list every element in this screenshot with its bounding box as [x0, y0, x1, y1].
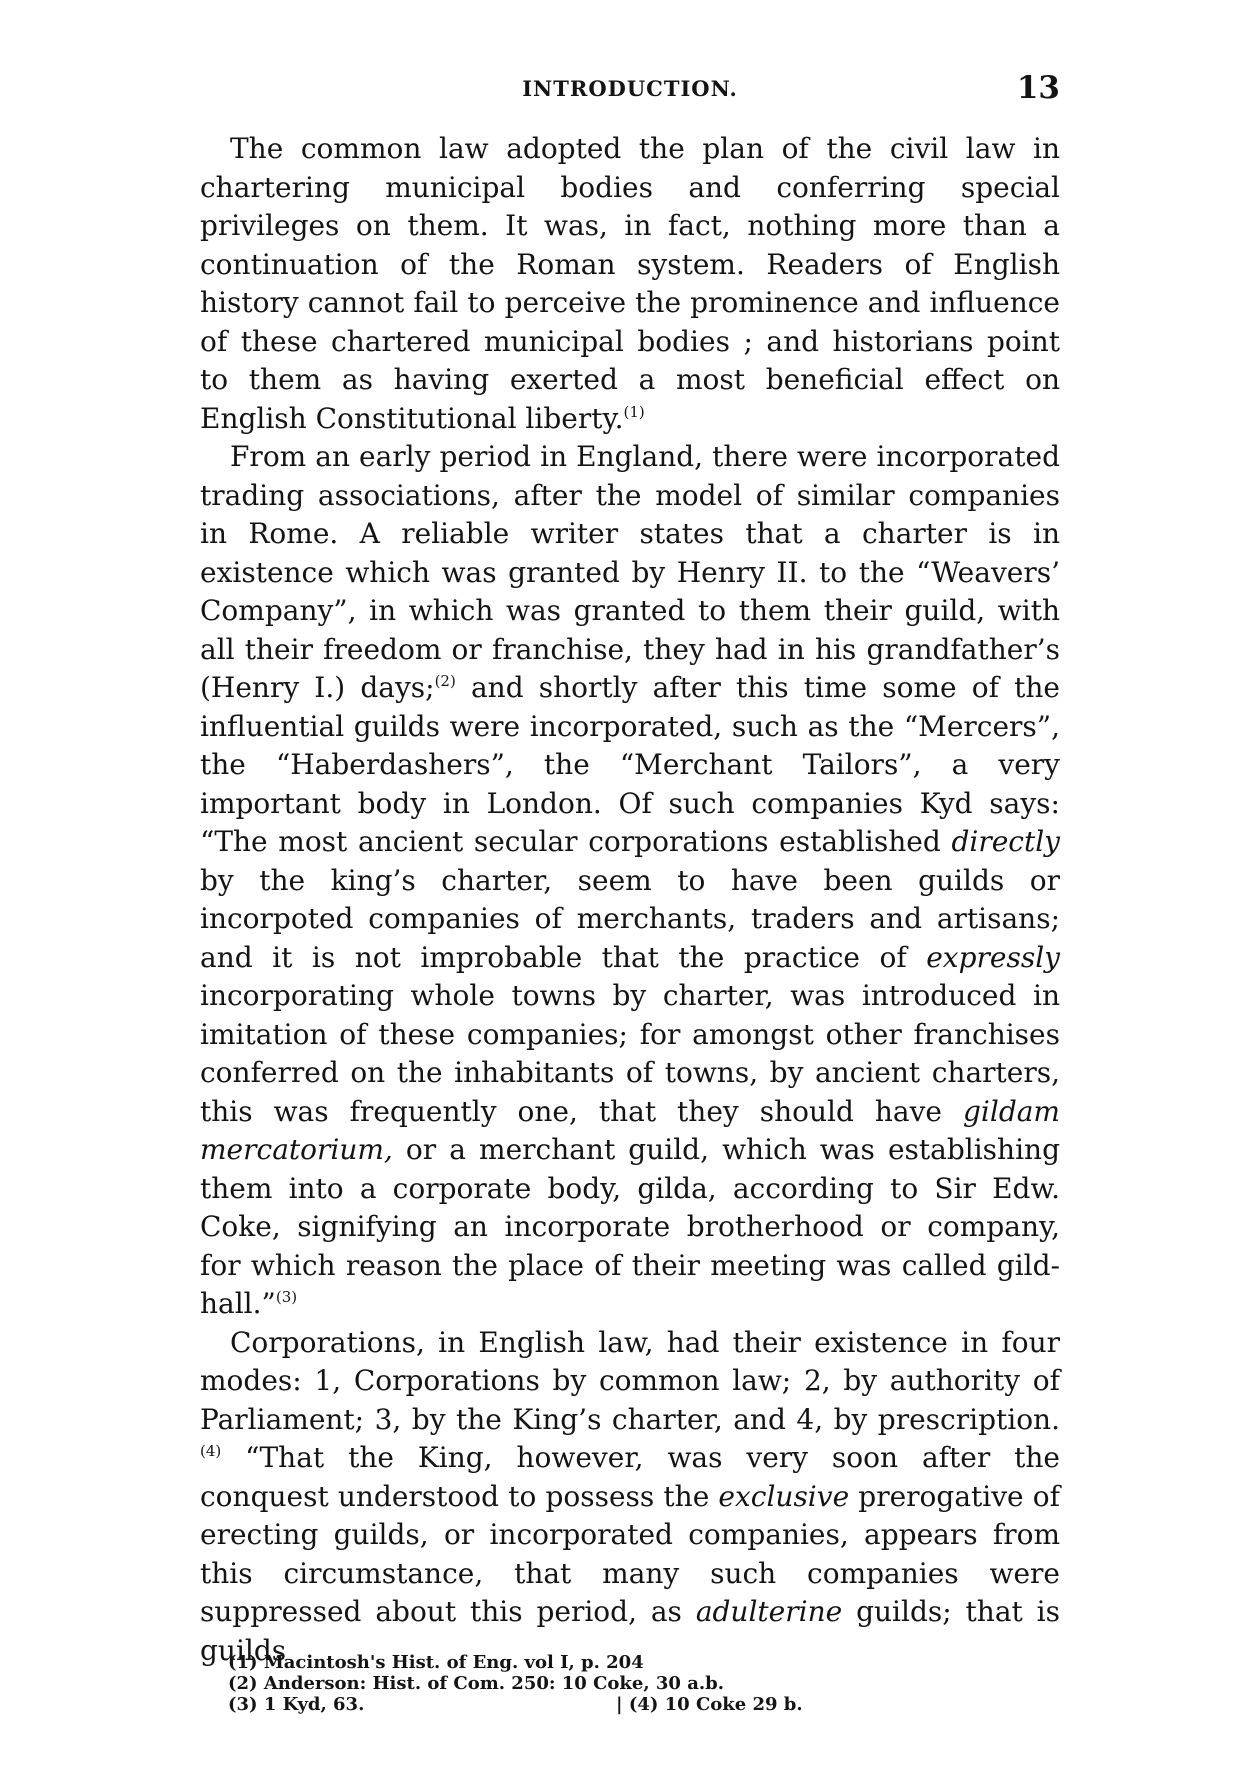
text-run: or a merchant guild, which was establishing them into a corporate body, gilda, according to Sir Edw. Coke, signifying an incorporate brotherhood or company, for which reason the place of their meeting was called gild-hall.”: [200, 1133, 1060, 1320]
italic-text: gildam mercatorium,: [200, 1094, 1060, 1166]
text-run: by the king’s charter, seem to have been guilds or incorpoted companies of merchants, traders and artisans; and it is not improbable that the practice of: [200, 863, 1060, 974]
body-text: [200, 130, 1060, 1670]
text-run: incorporating whole towns by charter, was introduced in imitation of these companies; for amongst other franchises conferred on the inhabitants of towns, by ancient charters, this was frequently one, that they should have: [200, 979, 1060, 1128]
italic-text: adulterine: [695, 1595, 843, 1628]
footnote-ref: (2): [434, 672, 456, 690]
text-run: Corporations, in English law, had their existence in four modes: 1, Corporations by common law; 2, by authority of Parliament; 3, by the King’s charter, and 4, by prescription.: [200, 1325, 1060, 1436]
italic-text: expressly: [926, 940, 1060, 974]
text-run: prerogative of erecting guilds, or incorporated companies, appears from this circumstance, that many such companies were suppressed about this period, as: [200, 1479, 1060, 1628]
page-number: 13: [1016, 70, 1060, 106]
footnote-ref: (4): [200, 1442, 222, 1460]
footnote-3: (3) 1 Kyd, 63.: [228, 1694, 365, 1715]
footnote-ref: (3): [275, 1288, 298, 1306]
italic-text: directly: [951, 825, 1060, 858]
italic-text: exclusive: [718, 1479, 850, 1513]
footnote-ref: (1): [623, 402, 645, 421]
text-run: From an early period in England, there were incorporated trading associations, after the model of similar companies in Rome. A reliable writer states that a charter is in existence which was granted by Henry II. to the “Weavers’ Company”, in which was granted to them their guild, with all their freedom or franchise, they had in his grandfather’s (Henry I.) days;: [200, 440, 1060, 704]
footnote-line: [228, 1694, 868, 1715]
footnote-line: (1) Macintosh's Hist. of Eng. vol I, p. 204: [228, 1652, 644, 1673]
text-run: The common law adopted the plan of the civil law in chartering municipal bodies and conferring special privileges on them. It was, in fact, nothing more than a continuation of the Roman system. Readers of English history cannot fail to perceive the prominence and influence of these chartered municipal bodies ; and historians point to them as having exerted a most beneficial effect on English Constitutional liberty.: [200, 132, 1060, 435]
text-run: guilds; that is guilds: [200, 1595, 1060, 1667]
paragraph: [200, 1324, 1060, 1671]
paragraph: [200, 130, 1060, 438]
page-header: [200, 70, 1060, 110]
text-run: and shortly after this time some of the influential guilds were incorporated, such as the “Mercers”, the “Haberdashers”, the “Merchant Tailors”, a very important body in London. Of such companies Kyd says: “The most ancient secular corporations established: [200, 671, 1060, 858]
running-title: INTRODUCTION.: [522, 76, 738, 101]
footnote-line: (2) Anderson: Hist. of Com. 250: 10 Coke, 30 a.b.: [228, 1673, 724, 1694]
paragraph: [200, 438, 1060, 1324]
text-run: “That the King, however, was very soon after the conquest understood to possess the: [200, 1441, 1060, 1513]
footnotes: [228, 1652, 868, 1715]
footnote-4: | (4) 10 Coke 29 b.: [616, 1694, 803, 1715]
